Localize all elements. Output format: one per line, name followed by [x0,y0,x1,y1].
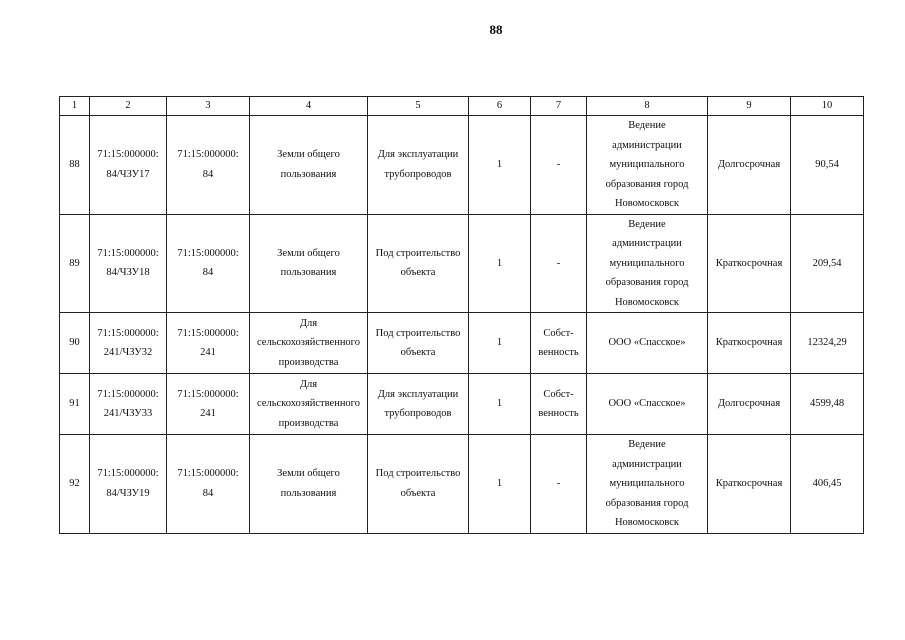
right-type-cell: - [531,435,587,534]
row-number-cell: 89 [60,214,90,313]
table-row [60,214,864,313]
col6-cell: 1 [469,313,531,374]
area-cell: 4599,48 [791,374,864,435]
area-cell: 209,54 [791,214,864,313]
cadastral-part-cell: 71:15:000000: 241/ЧЗУ32 [90,313,167,374]
column-header: 4 [250,97,368,116]
land-plots-table [59,96,864,534]
area-cell: 406,45 [791,435,864,534]
area-cell: 12324,29 [791,313,864,374]
land-category-cell: Земли общего пользования [250,116,368,215]
term-cell: Краткосрочная [708,214,791,313]
cadastral-number-cell: 71:15:000000: 241 [167,374,250,435]
purpose-cell: Под строительство объекта [368,214,469,313]
holder-cell: Ведение администрации муниципального образования город Новомосковск [587,116,708,215]
term-cell: Долгосрочная [708,116,791,215]
table-row [60,313,864,374]
row-number-cell: 90 [60,313,90,374]
column-header: 2 [90,97,167,116]
row-number-cell: 92 [60,435,90,534]
cadastral-number-cell: 71:15:000000: 84 [167,435,250,534]
purpose-cell: Для эксплуатации трубопроводов [368,116,469,215]
column-header: 8 [587,97,708,116]
term-cell: Долгосрочная [708,374,791,435]
term-cell: Краткосрочная [708,313,791,374]
column-header: 10 [791,97,864,116]
cadastral-part-cell: 71:15:000000: 84/ЧЗУ17 [90,116,167,215]
table-header-row [60,97,864,116]
cadastral-part-cell: 71:15:000000: 241/ЧЗУ33 [90,374,167,435]
purpose-cell: Под строительство объекта [368,313,469,374]
holder-cell: ООО «Спасское» [587,374,708,435]
column-header: 7 [531,97,587,116]
column-header: 5 [368,97,469,116]
land-category-cell: Земли общего пользования [250,214,368,313]
table-row [60,435,864,534]
holder-cell: ООО «Спасское» [587,313,708,374]
column-header: 1 [60,97,90,116]
column-header: 6 [469,97,531,116]
cadastral-number-cell: 71:15:000000: 84 [167,116,250,215]
holder-cell: Ведение администрации муниципального образования город Новомосковск [587,214,708,313]
table-row [60,374,864,435]
column-header: 3 [167,97,250,116]
cadastral-number-cell: 71:15:000000: 84 [167,214,250,313]
purpose-cell: Под строительство объекта [368,435,469,534]
holder-cell: Ведение администрации муниципального образования город Новомосковск [587,435,708,534]
area-cell: 90,54 [791,116,864,215]
land-category-cell: Для сельскохозяйственного производства [250,313,368,374]
cadastral-part-cell: 71:15:000000: 84/ЧЗУ19 [90,435,167,534]
page-number: 88 [489,22,503,37]
right-type-cell: - [531,116,587,215]
cadastral-part-cell: 71:15:000000: 84/ЧЗУ18 [90,214,167,313]
col6-cell: 1 [469,214,531,313]
purpose-cell: Для эксплуатации трубопроводов [368,374,469,435]
cadastral-number-cell: 71:15:000000: 241 [167,313,250,374]
right-type-cell: Собст- венность [531,313,587,374]
term-cell: Краткосрочная [708,435,791,534]
column-header: 9 [708,97,791,116]
land-category-cell: Земли общего пользования [250,435,368,534]
right-type-cell: Собст- венность [531,374,587,435]
row-number-cell: 88 [60,116,90,215]
col6-cell: 1 [469,116,531,215]
row-number-cell: 91 [60,374,90,435]
col6-cell: 1 [469,374,531,435]
col6-cell: 1 [469,435,531,534]
land-category-cell: Для сельскохозяйственного производства [250,374,368,435]
table-row [60,116,864,215]
right-type-cell: - [531,214,587,313]
